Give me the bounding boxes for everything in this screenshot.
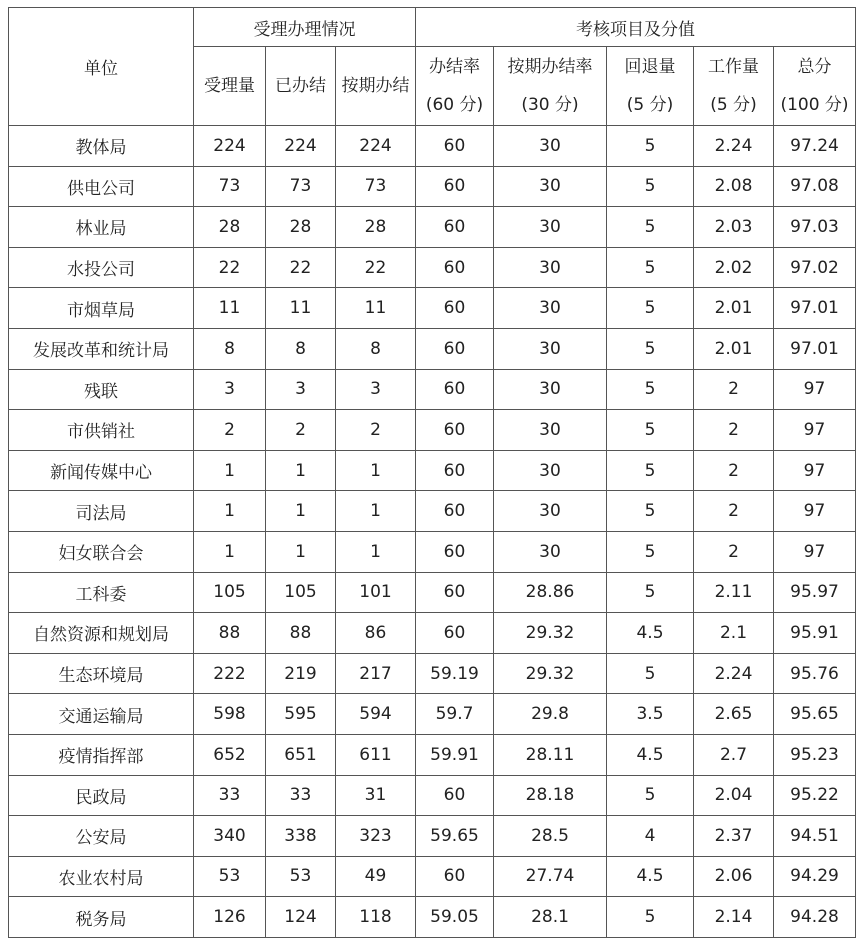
value-cell: 2.65 — [694, 694, 774, 735]
column-header-score: (30 分) — [521, 95, 579, 115]
value-cell: 2 — [694, 450, 774, 491]
value-cell: 60 — [416, 328, 494, 369]
column-header-score: (100 分) — [780, 95, 849, 115]
value-cell: 28 — [266, 207, 336, 248]
table-row — [9, 126, 856, 167]
unit-name-cell: 妇女联合会 — [9, 531, 194, 572]
value-cell: 2.1 — [694, 613, 774, 654]
value-cell: 5 — [607, 288, 694, 329]
value-cell: 5 — [607, 207, 694, 248]
value-cell: 3 — [336, 369, 416, 410]
value-cell: 4 — [607, 816, 694, 857]
value-cell: 28.18 — [494, 775, 607, 816]
value-cell: 60 — [416, 166, 494, 207]
value-cell: 59.65 — [416, 816, 494, 857]
value-cell: 105 — [266, 572, 336, 613]
value-cell: 2.24 — [694, 126, 774, 167]
header-group-assessment: 考核项目及分值 — [416, 8, 856, 47]
value-cell: 29.32 — [494, 653, 607, 694]
table-row — [9, 856, 856, 897]
value-cell: 30 — [494, 207, 607, 248]
column-header — [774, 47, 856, 126]
column-header-score: (5 分) — [710, 95, 757, 115]
table-row — [9, 653, 856, 694]
value-cell: 2.04 — [694, 775, 774, 816]
value-cell: 97.02 — [774, 247, 856, 288]
value-cell: 94.28 — [774, 897, 856, 938]
unit-name-cell: 生态环境局 — [9, 653, 194, 694]
column-header — [607, 47, 694, 126]
value-cell: 30 — [494, 126, 607, 167]
value-cell: 59.05 — [416, 897, 494, 938]
column-header-label: 工作量 — [708, 57, 759, 77]
value-cell: 60 — [416, 613, 494, 654]
value-cell: 2.06 — [694, 856, 774, 897]
value-cell: 5 — [607, 572, 694, 613]
value-cell: 97 — [774, 491, 856, 532]
header-group-acceptance: 受理办理情况 — [194, 8, 416, 47]
value-cell: 33 — [266, 775, 336, 816]
unit-name-cell: 税务局 — [9, 897, 194, 938]
value-cell: 88 — [266, 613, 336, 654]
unit-name-cell: 司法局 — [9, 491, 194, 532]
value-cell: 30 — [494, 450, 607, 491]
value-cell: 1 — [266, 491, 336, 532]
column-header-label: 办结率 — [429, 57, 480, 77]
value-cell: 86 — [336, 613, 416, 654]
value-cell: 2.11 — [694, 572, 774, 613]
column-header-label: 回退量 — [624, 57, 676, 77]
value-cell: 22 — [266, 247, 336, 288]
value-cell: 224 — [194, 126, 266, 167]
value-cell: 95.76 — [774, 653, 856, 694]
assessment-table-container — [8, 7, 856, 938]
value-cell: 2 — [694, 531, 774, 572]
value-cell: 97 — [774, 531, 856, 572]
unit-name-cell: 农业农村局 — [9, 856, 194, 897]
unit-name-cell: 供电公司 — [9, 166, 194, 207]
value-cell: 60 — [416, 207, 494, 248]
value-cell: 4.5 — [607, 613, 694, 654]
value-cell: 5 — [607, 369, 694, 410]
value-cell: 5 — [607, 328, 694, 369]
value-cell: 30 — [494, 410, 607, 451]
value-cell: 30 — [494, 288, 607, 329]
value-cell: 95.91 — [774, 613, 856, 654]
value-cell: 126 — [194, 897, 266, 938]
unit-name-cell: 工科委 — [9, 572, 194, 613]
value-cell: 97.24 — [774, 126, 856, 167]
value-cell: 97.08 — [774, 166, 856, 207]
value-cell: 1 — [194, 531, 266, 572]
column-header-label: 已办结 — [275, 76, 326, 96]
value-cell: 4.5 — [607, 856, 694, 897]
value-cell: 60 — [416, 856, 494, 897]
value-cell: 5 — [607, 450, 694, 491]
value-cell: 1 — [266, 531, 336, 572]
table-row — [9, 491, 856, 532]
value-cell: 595 — [266, 694, 336, 735]
value-cell: 1 — [336, 491, 416, 532]
value-cell: 33 — [194, 775, 266, 816]
value-cell: 340 — [194, 816, 266, 857]
table-row — [9, 613, 856, 654]
value-cell: 611 — [336, 734, 416, 775]
value-cell: 97.01 — [774, 328, 856, 369]
value-cell: 60 — [416, 450, 494, 491]
value-cell: 31 — [336, 775, 416, 816]
table-row — [9, 288, 856, 329]
value-cell: 2.01 — [694, 288, 774, 329]
value-cell: 60 — [416, 775, 494, 816]
value-cell: 11 — [336, 288, 416, 329]
value-cell: 94.29 — [774, 856, 856, 897]
table-row — [9, 897, 856, 938]
value-cell: 2 — [266, 410, 336, 451]
value-cell: 217 — [336, 653, 416, 694]
value-cell: 59.91 — [416, 734, 494, 775]
value-cell: 1 — [336, 531, 416, 572]
unit-name-cell: 残联 — [9, 369, 194, 410]
value-cell: 101 — [336, 572, 416, 613]
unit-name-cell: 交通运输局 — [9, 694, 194, 735]
value-cell: 5 — [607, 166, 694, 207]
unit-name-cell: 民政局 — [9, 775, 194, 816]
unit-name-cell: 水投公司 — [9, 247, 194, 288]
value-cell: 29.32 — [494, 613, 607, 654]
table-row — [9, 166, 856, 207]
value-cell: 73 — [266, 166, 336, 207]
value-cell: 323 — [336, 816, 416, 857]
unit-name-cell: 林业局 — [9, 207, 194, 248]
value-cell: 1 — [194, 450, 266, 491]
table-row — [9, 369, 856, 410]
table-row — [9, 450, 856, 491]
unit-name-cell: 市供销社 — [9, 410, 194, 451]
value-cell: 95.65 — [774, 694, 856, 735]
value-cell: 2 — [194, 410, 266, 451]
table-row — [9, 207, 856, 248]
value-cell: 29.8 — [494, 694, 607, 735]
value-cell: 2 — [694, 491, 774, 532]
column-header-label: 按期办结 — [341, 76, 410, 96]
value-cell: 2.14 — [694, 897, 774, 938]
value-cell: 5 — [607, 775, 694, 816]
value-cell: 73 — [194, 166, 266, 207]
unit-name-cell: 市烟草局 — [9, 288, 194, 329]
value-cell: 60 — [416, 410, 494, 451]
value-cell: 2 — [694, 369, 774, 410]
value-cell: 2.08 — [694, 166, 774, 207]
value-cell: 95.97 — [774, 572, 856, 613]
column-header — [416, 47, 494, 126]
value-cell: 95.22 — [774, 775, 856, 816]
table-row — [9, 531, 856, 572]
value-cell: 97.01 — [774, 288, 856, 329]
assessment-table — [8, 7, 856, 938]
value-cell: 2.02 — [694, 247, 774, 288]
value-cell: 28.11 — [494, 734, 607, 775]
value-cell: 124 — [266, 897, 336, 938]
value-cell: 97 — [774, 410, 856, 451]
value-cell: 224 — [336, 126, 416, 167]
value-cell: 5 — [607, 653, 694, 694]
value-cell: 53 — [266, 856, 336, 897]
value-cell: 60 — [416, 247, 494, 288]
value-cell: 30 — [494, 531, 607, 572]
column-header — [194, 47, 266, 126]
value-cell: 28.86 — [494, 572, 607, 613]
value-cell: 60 — [416, 126, 494, 167]
value-cell: 59.7 — [416, 694, 494, 735]
value-cell: 5 — [607, 897, 694, 938]
column-header-label: 总分 — [797, 57, 832, 77]
table-row — [9, 328, 856, 369]
unit-name-cell: 疫情指挥部 — [9, 734, 194, 775]
value-cell: 8 — [194, 328, 266, 369]
value-cell: 2.24 — [694, 653, 774, 694]
value-cell: 652 — [194, 734, 266, 775]
value-cell: 1 — [194, 491, 266, 532]
unit-name-cell: 发展改革和统计局 — [9, 328, 194, 369]
unit-name-cell: 教体局 — [9, 126, 194, 167]
value-cell: 60 — [416, 288, 494, 329]
value-cell: 28.5 — [494, 816, 607, 857]
value-cell: 219 — [266, 653, 336, 694]
value-cell: 28.1 — [494, 897, 607, 938]
value-cell: 73 — [336, 166, 416, 207]
column-header — [494, 47, 607, 126]
value-cell: 118 — [336, 897, 416, 938]
value-cell: 2.37 — [694, 816, 774, 857]
value-cell: 2.01 — [694, 328, 774, 369]
value-cell: 2.7 — [694, 734, 774, 775]
value-cell: 5 — [607, 126, 694, 167]
value-cell: 1 — [266, 450, 336, 491]
value-cell: 30 — [494, 247, 607, 288]
table-row — [9, 247, 856, 288]
value-cell: 22 — [194, 247, 266, 288]
value-cell: 60 — [416, 572, 494, 613]
value-cell: 11 — [266, 288, 336, 329]
value-cell: 2 — [336, 410, 416, 451]
value-cell: 60 — [416, 369, 494, 410]
value-cell: 97 — [774, 369, 856, 410]
value-cell: 30 — [494, 166, 607, 207]
table-row — [9, 775, 856, 816]
value-cell: 3 — [266, 369, 336, 410]
value-cell: 3.5 — [607, 694, 694, 735]
value-cell: 30 — [494, 369, 607, 410]
value-cell: 11 — [194, 288, 266, 329]
value-cell: 5 — [607, 247, 694, 288]
value-cell: 97.03 — [774, 207, 856, 248]
unit-name-cell: 公安局 — [9, 816, 194, 857]
value-cell: 224 — [266, 126, 336, 167]
table-row — [9, 816, 856, 857]
value-cell: 594 — [336, 694, 416, 735]
value-cell: 5 — [607, 410, 694, 451]
value-cell: 59.19 — [416, 653, 494, 694]
value-cell: 3 — [194, 369, 266, 410]
value-cell: 60 — [416, 491, 494, 532]
value-cell: 4.5 — [607, 734, 694, 775]
value-cell: 2 — [694, 410, 774, 451]
value-cell: 338 — [266, 816, 336, 857]
value-cell: 49 — [336, 856, 416, 897]
value-cell: 651 — [266, 734, 336, 775]
value-cell: 22 — [336, 247, 416, 288]
value-cell: 94.51 — [774, 816, 856, 857]
value-cell: 105 — [194, 572, 266, 613]
column-header-score: (60 分) — [425, 95, 484, 115]
value-cell: 30 — [494, 491, 607, 532]
column-header-score: (5 分) — [626, 95, 674, 115]
value-cell: 5 — [607, 491, 694, 532]
table-row — [9, 694, 856, 735]
value-cell: 88 — [194, 613, 266, 654]
value-cell: 30 — [494, 328, 607, 369]
value-cell: 95.23 — [774, 734, 856, 775]
value-cell: 53 — [194, 856, 266, 897]
value-cell: 1 — [336, 450, 416, 491]
value-cell: 598 — [194, 694, 266, 735]
column-header-label: 按期办结率 — [507, 57, 593, 77]
table-row — [9, 410, 856, 451]
value-cell: 2.03 — [694, 207, 774, 248]
value-cell: 5 — [607, 531, 694, 572]
value-cell: 8 — [336, 328, 416, 369]
value-cell: 8 — [266, 328, 336, 369]
column-header-label: 受理量 — [204, 76, 255, 96]
value-cell: 28 — [336, 207, 416, 248]
header-unit: 单位 — [9, 8, 194, 126]
table-row — [9, 734, 856, 775]
value-cell: 60 — [416, 531, 494, 572]
value-cell: 27.74 — [494, 856, 607, 897]
column-header — [694, 47, 774, 126]
unit-name-cell: 自然资源和规划局 — [9, 613, 194, 654]
value-cell: 97 — [774, 450, 856, 491]
value-cell: 222 — [194, 653, 266, 694]
value-cell: 28 — [194, 207, 266, 248]
table-row — [9, 572, 856, 613]
column-header — [336, 47, 416, 126]
unit-name-cell: 新闻传媒中心 — [9, 450, 194, 491]
column-header — [266, 47, 336, 126]
